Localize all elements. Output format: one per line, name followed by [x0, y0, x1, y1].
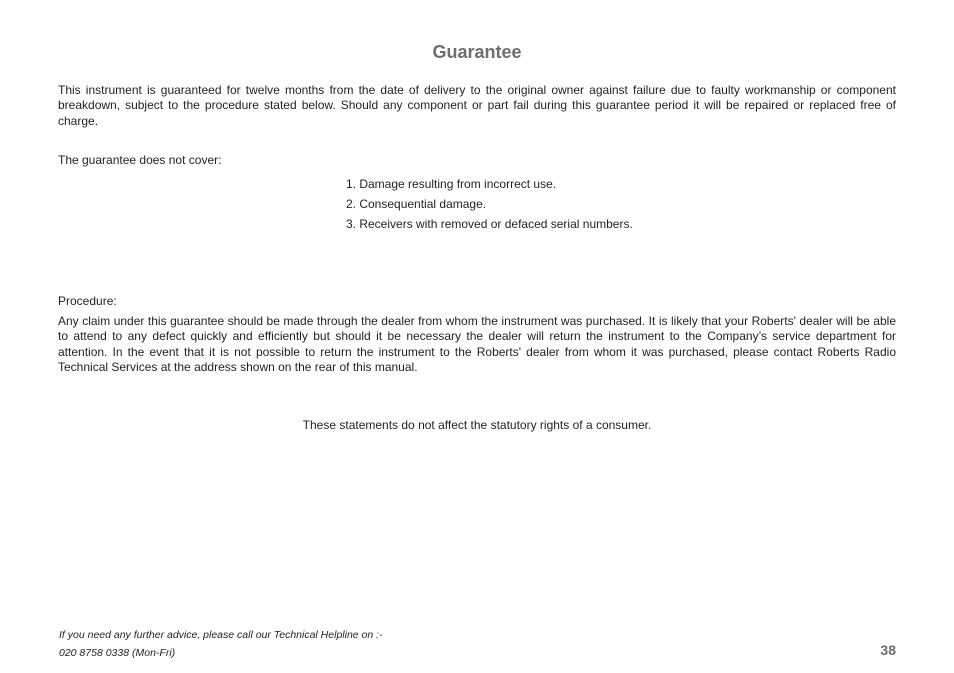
procedure-label: Procedure:: [58, 294, 117, 308]
list-item: 3. Receivers with removed or defaced serial numbers.: [346, 217, 633, 231]
helpline-phone-number: 020 8758 0338 (Mon-Fri): [59, 647, 176, 659]
page-title: Guarantee: [432, 42, 522, 62]
page-number: 38: [880, 642, 896, 658]
guarantee-intro-paragraph: This instrument is guaranteed for twelve months from the date of delivery to the original owner against failure due to faulty workmanship or component breakdown, subject to the procedure stated below. Should any component or part fail during this guarantee period it will be repaired or replaced free of charge.: [58, 83, 896, 128]
exclusions-list: [346, 174, 633, 234]
helpline-advice-text: If you need any further advice, please call our Technical Helpline on :-: [59, 629, 383, 641]
list-item: 1. Damage resulting from incorrect use.: [346, 177, 557, 191]
not-covered-label: The guarantee does not cover:: [58, 153, 222, 167]
statutory-rights-statement: These statements do not affect the statutory rights of a consumer.: [302, 418, 652, 432]
procedure-paragraph: Any claim under this guarantee should be made through the dealer from whom the instrument was purchased. It is likely that your Roberts' dealer will be able to attend to any defect quickly and efficiently but should it be necessary the dealer will return the instrument to the Company’s service department for attention. In the event that it is not possible to return the instrument to the Roberts' dealer from whom it was purchased, please contact Roberts Radio Technical Services at the address shown on the rear of this manual.: [58, 314, 896, 375]
list-item: 2. Consequential damage.: [346, 197, 487, 211]
